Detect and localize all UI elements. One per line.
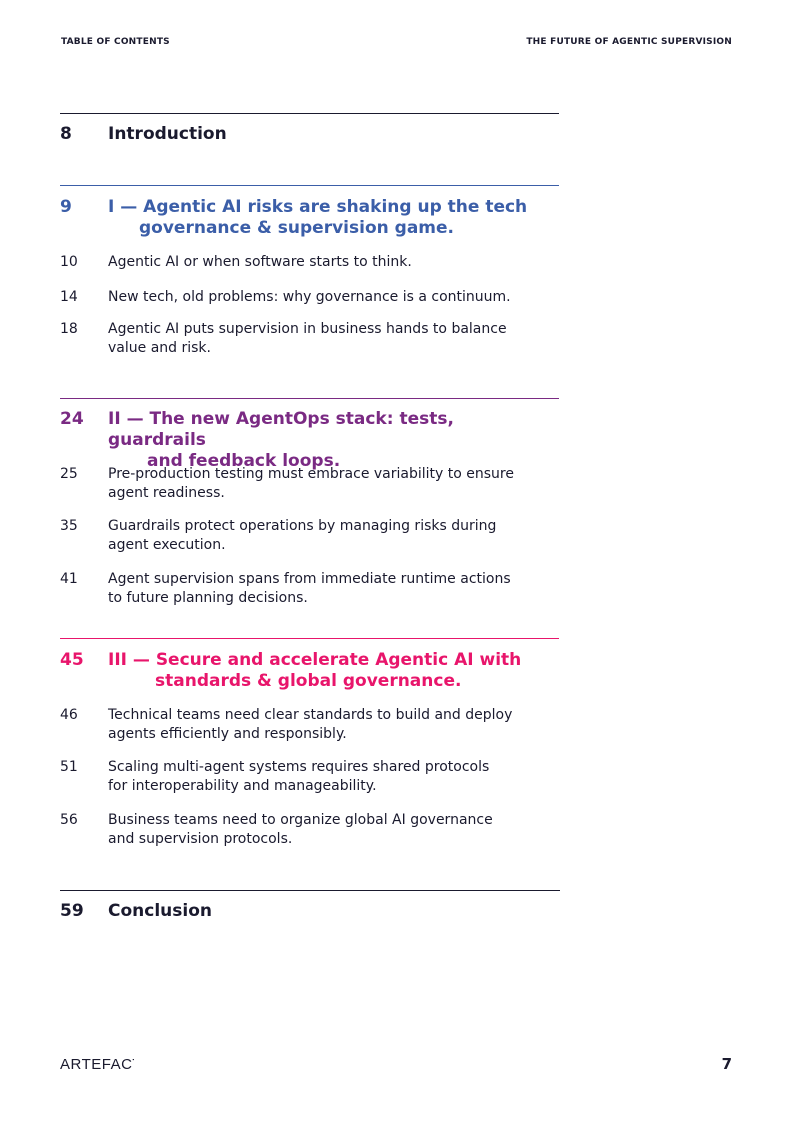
toc-item-title[interactable] xyxy=(108,706,528,744)
divider-conclusion xyxy=(60,890,560,891)
toc-intro-page[interactable]: 8 xyxy=(60,124,72,144)
divider-part2 xyxy=(60,398,559,399)
toc-part1-page[interactable]: 9 xyxy=(60,197,72,217)
divider-part1 xyxy=(60,185,559,186)
toc-item-line1: Scaling multi-agent systems requires shared protocols xyxy=(108,759,490,775)
toc-item-page[interactable]: 56 xyxy=(60,812,78,828)
toc-item-page[interactable]: 46 xyxy=(60,707,78,723)
toc-item-page[interactable]: 41 xyxy=(60,571,78,587)
toc-item-line2: agents efficiently and responsibly. xyxy=(108,726,347,742)
toc-item-line1: Technical teams need clear standards to build and deploy xyxy=(108,707,513,723)
toc-item-title[interactable] xyxy=(108,811,528,849)
toc-item-line2: and supervision protocols. xyxy=(108,831,293,847)
toc-item-title[interactable] xyxy=(108,253,528,272)
toc-part2-page[interactable]: 24 xyxy=(60,409,84,429)
toc-part2-title[interactable] xyxy=(108,409,538,472)
toc-intro-title[interactable]: Introduction xyxy=(108,124,227,144)
toc-part1-title-line2: governance & supervision game. xyxy=(139,218,454,238)
toc-item-page[interactable]: 18 xyxy=(60,321,78,337)
toc-item-line1: Agentic AI puts supervision in business hands to balance xyxy=(108,321,507,337)
running-header-left: TABLE OF CONTENTS xyxy=(61,37,170,47)
toc-item-page[interactable]: 14 xyxy=(60,289,78,305)
toc-item-line2: value and risk. xyxy=(108,340,211,356)
toc-item-line1: Pre-production testing must embrace variability to ensure xyxy=(108,466,514,482)
toc-part3-title[interactable] xyxy=(108,650,538,692)
toc-part1-title-line1: I — Agentic AI risks are shaking up the tech xyxy=(108,197,528,217)
toc-item-title[interactable] xyxy=(108,465,528,503)
toc-item-title[interactable] xyxy=(108,320,528,358)
toc-item-line1: New tech, old problems: why governance is a continuum. xyxy=(108,289,511,305)
toc-part3-title-line1: III — Secure and accelerate Agentic AI with xyxy=(108,650,522,670)
toc-item-line2: agent execution. xyxy=(108,537,226,553)
svg-text:ARTEFACT: ARTEFACT xyxy=(60,1056,134,1072)
toc-item-page[interactable]: 51 xyxy=(60,759,78,775)
toc-item-title[interactable] xyxy=(108,570,528,608)
artefact-logo xyxy=(60,1054,134,1076)
toc-item-page[interactable]: 25 xyxy=(60,466,78,482)
toc-item-line1: Guardrails protect operations by managing risks during xyxy=(108,518,497,534)
toc-part3-page[interactable]: 45 xyxy=(60,650,84,670)
toc-item-line2: to future planning decisions. xyxy=(108,590,308,606)
toc-conclusion-title[interactable]: Conclusion xyxy=(108,901,212,921)
toc-part1-title[interactable] xyxy=(108,197,538,239)
toc-conclusion-page[interactable]: 59 xyxy=(60,901,84,921)
divider-part3 xyxy=(60,638,559,639)
toc-item-line1: Business teams need to organize global AI governance xyxy=(108,812,493,828)
logo-icon xyxy=(60,1054,134,1072)
toc-item-line1: Agentic AI or when software starts to think. xyxy=(108,254,412,270)
toc-item-title[interactable] xyxy=(108,288,528,307)
toc-item-title[interactable] xyxy=(108,758,528,796)
toc-item-line2: agent readiness. xyxy=(108,485,225,501)
toc-item-title[interactable] xyxy=(108,517,528,555)
toc-part3-title-line2: standards & global governance. xyxy=(155,671,462,691)
divider-intro xyxy=(60,113,559,114)
toc-item-line2: for interoperability and manageability. xyxy=(108,778,377,794)
toc-item-page[interactable]: 35 xyxy=(60,518,78,534)
toc-item-page[interactable]: 10 xyxy=(60,254,78,270)
toc-item-line1: Agent supervision spans from immediate runtime actions xyxy=(108,571,511,587)
toc-part2-title-line1: II — The new AgentOps stack: tests, guardrails xyxy=(108,409,454,450)
toc-part2-title-line2: and feedback loops. xyxy=(147,451,341,471)
running-header-right: THE FUTURE OF AGENTIC SUPERVISION xyxy=(526,37,732,47)
page-number: 7 xyxy=(721,1055,732,1073)
